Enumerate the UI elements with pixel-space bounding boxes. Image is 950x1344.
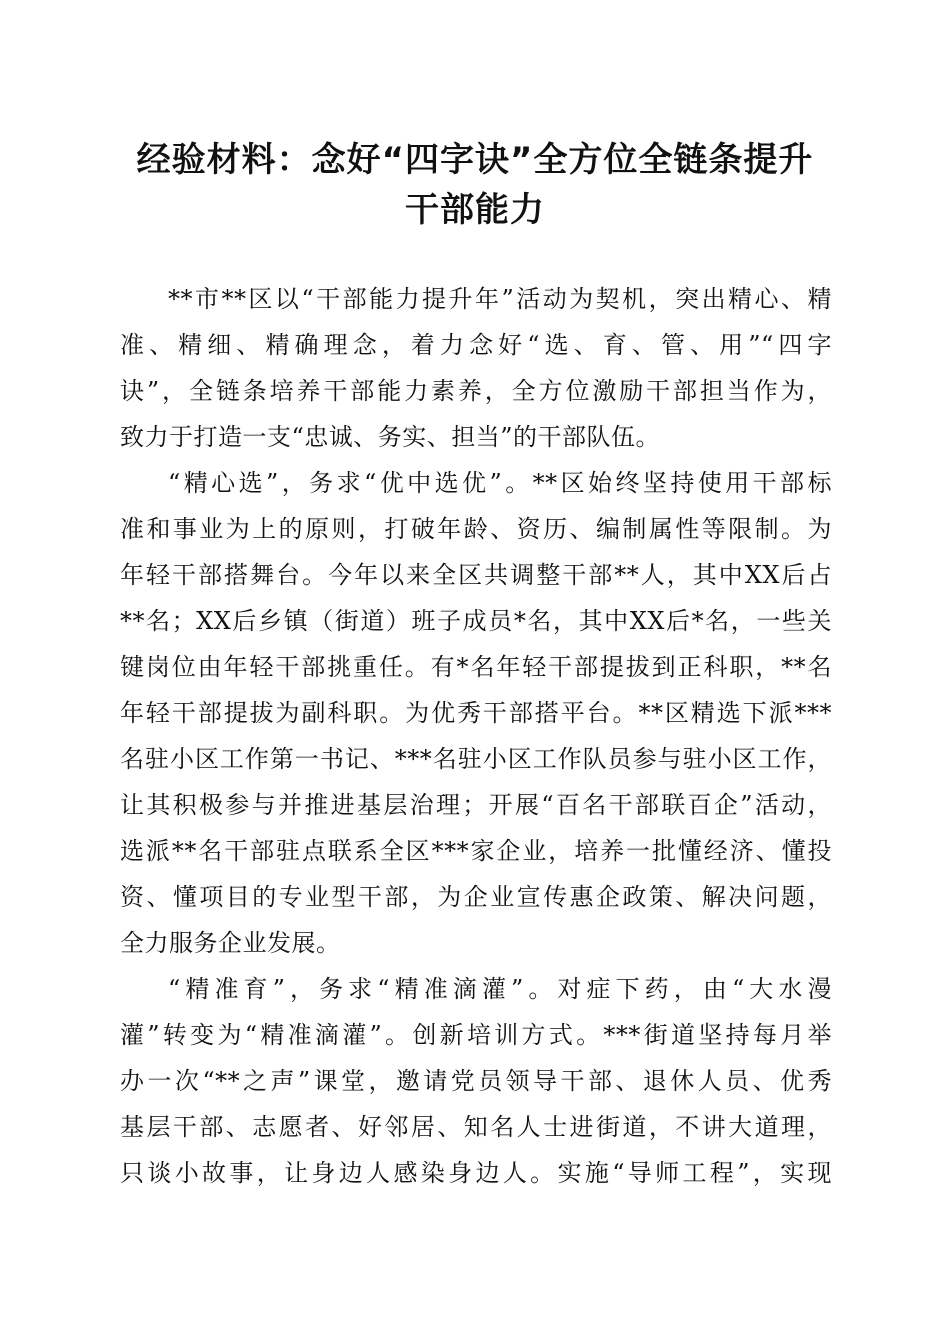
text-line: **名；XX后乡镇（街道）班子成员*名，其中XX后*名，一些关	[120, 607, 832, 635]
text-line: 办一次“**之声”课堂，邀请党员领导干部、退休人员、优秀	[120, 1067, 832, 1095]
text-line: 让其积极参与并推进基层治理；开展“百名干部联百企”活动，	[120, 791, 832, 819]
title-line-2: 干部能力	[405, 190, 545, 230]
text-line: 全力服务企业发展。	[120, 929, 341, 957]
text-line: 资、懂项目的专业型干部，为企业宣传惠企政策、解决问题，	[120, 883, 832, 911]
text-line: “精准育”，务求“精准滴灌”。对症下药，由“大水漫	[168, 975, 832, 1003]
text-line: 基层干部、志愿者、好邻居、知名人士进街道，不讲大道理，	[120, 1113, 832, 1141]
title-line-1: 经验材料：念好“四字诀”全方位全链条提升	[136, 140, 814, 180]
paragraph-select	[120, 460, 832, 966]
text-line: 名驻小区工作第一书记、***名驻小区工作队员参与驻小区工作，	[120, 745, 832, 773]
text-line: 键岗位由年轻干部挑重任。有*名年轻干部提拔到正科职，**名	[120, 653, 832, 681]
text-line: 选派**名干部驻点联系全区***家企业，培养一批懂经济、懂投	[120, 837, 832, 865]
text-line: 年轻干部提拔为副科职。为优秀干部搭平台。**区精选下派***	[120, 699, 832, 727]
text-line: 只谈小故事，让身边人感染身边人。实施“导师工程”，实现	[120, 1159, 832, 1187]
text-line: 准和事业为上的原则，打破年龄、资历、编制属性等限制。为	[120, 515, 832, 543]
text-line: 致力于打造一支“忠诚、务实、担当”的干部队伍。	[120, 423, 661, 451]
document-title	[100, 135, 850, 235]
text-line: 诀”，全链条培养干部能力素养，全方位激励干部担当作为，	[120, 377, 832, 405]
text-line: 年轻干部搭舞台。今年以来全区共调整干部**人，其中XX后占	[120, 561, 832, 589]
text-line: “精心选”，务求“优中选优”。**区始终坚持使用干部标	[168, 469, 832, 497]
text-line: **市**区以“干部能力提升年”活动为契机，突出精心、精	[168, 285, 832, 313]
document-body	[120, 276, 832, 1196]
paragraph-intro	[120, 276, 832, 460]
text-line: 准、精细、精确理念，着力念好“选、育、管、用”“四字	[120, 331, 832, 359]
paragraph-cultivate	[120, 966, 832, 1196]
text-line: 灌”转变为“精准滴灌”。创新培训方式。***街道坚持每月举	[120, 1021, 832, 1049]
